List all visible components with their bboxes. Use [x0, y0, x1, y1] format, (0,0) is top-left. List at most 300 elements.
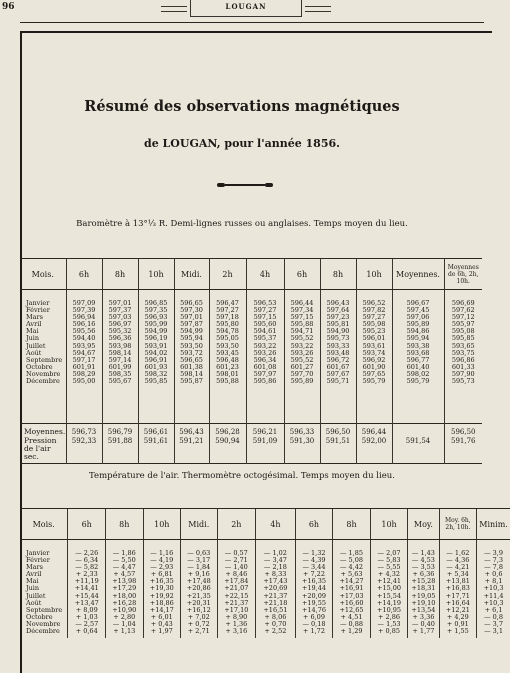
table-cell: + 0,91: [446, 619, 469, 628]
table-cell: — 1,16: [150, 549, 174, 557]
table-cell: 595,85: [144, 377, 168, 386]
table-cell: Juin: [26, 584, 40, 593]
table-cell: — 4,47: [112, 563, 136, 572]
table-cell: 593,48: [326, 348, 350, 357]
summary-cell: 596,33 591,30: [284, 424, 320, 464]
table-cell: 597,45: [406, 306, 430, 315]
table-cell: 595,52: [290, 334, 314, 343]
table-cell: — 2,71: [224, 556, 248, 565]
table-cell: + 1,97: [150, 627, 173, 636]
table-cell: 594,99: [144, 327, 168, 336]
table-cell: — 1,62: [446, 549, 470, 557]
table-cell: +16,51: [263, 605, 288, 614]
page-subtitle: de LOUGAN, pour l'année 1856.: [144, 137, 340, 150]
table-cell: + 8,1: [484, 577, 503, 586]
table-cell: 598,02: [406, 369, 430, 378]
table-cell: 597,09: [72, 299, 96, 307]
table-cell: +14,27: [339, 577, 364, 586]
table-cell: 597,01: [108, 299, 132, 307]
table-cell: +20,31: [186, 598, 211, 607]
col-header: 10h: [370, 509, 408, 540]
table-cell: +22,15: [224, 591, 249, 600]
table-cell: +15,28: [411, 577, 436, 586]
table-cell: 595,37: [253, 334, 277, 343]
data-column: [209, 290, 246, 424]
table-cell: — 2,26: [75, 549, 99, 557]
table-cell: — 5,50: [112, 556, 136, 565]
table-cell: +19,30: [149, 584, 174, 593]
table-cell: — 3,44: [302, 563, 326, 572]
table-cell: 594,90: [326, 327, 350, 336]
table-cell: 596,65: [180, 355, 203, 364]
table-cell: +16,64: [445, 598, 470, 607]
table-cell: + 6,1: [484, 605, 503, 614]
table-cell: 593,72: [180, 348, 203, 357]
table-cell: — 1,85: [339, 549, 364, 557]
table-cell: Janvier: [26, 299, 50, 307]
table-cell: — 1,40: [224, 563, 248, 572]
table-cell: — 2,57: [75, 619, 99, 628]
table-cell: +16,83: [445, 584, 470, 593]
table-cell: 597,03: [108, 313, 132, 322]
summary-cell: 596,50 591,76: [444, 424, 482, 464]
table-cell: — 4,39: [302, 556, 326, 565]
table-cell: 594,67: [72, 348, 96, 357]
table-cell: 595,80: [216, 320, 239, 329]
col-header: Midi.: [181, 509, 217, 540]
table-cell: 597,39: [72, 306, 96, 315]
table-cell: 596,16: [72, 320, 96, 329]
data-column: [320, 290, 356, 424]
table-cell: +10,3: [483, 584, 504, 593]
summary-cell: 596,44 592,00: [356, 424, 392, 464]
col-header: 10h: [356, 259, 392, 290]
col-header: Moy. 6h, 2h, 10h.: [439, 509, 477, 540]
table-cell: Mars: [26, 563, 43, 572]
table-cell: — 1,32: [302, 549, 326, 557]
data-column: [66, 290, 102, 424]
table-cell: 596,43: [326, 299, 350, 307]
table-cell: 601,90: [362, 362, 386, 371]
table-cell: +21,18: [263, 598, 288, 607]
table-cell: +14,76: [301, 605, 326, 614]
table-cell: 597,17: [72, 355, 96, 364]
table-cell: 594,86: [406, 327, 430, 336]
table-cell: +19,10: [411, 598, 436, 607]
table-cell: +19,05: [411, 591, 436, 600]
table-cell: 595,81: [326, 320, 350, 329]
table-cell: + 4,32: [378, 570, 401, 579]
col-header: 2h: [217, 509, 256, 540]
table-cell: 597,06: [406, 313, 430, 322]
table-cell: — 1,86: [112, 549, 136, 557]
table-cell: — 0,88: [339, 619, 364, 628]
table-cell: — 2,93: [150, 563, 174, 572]
table-cell: 601,93: [144, 362, 168, 371]
table-cell: 595,73: [326, 334, 350, 343]
table-cell: + 2,80: [113, 612, 136, 621]
table-cell: 596,48: [216, 355, 239, 364]
table-cell: — 4,21: [446, 563, 470, 572]
col-header: Moyennes de 6h, 2h, 10h.: [444, 259, 482, 290]
table-cell: 594,40: [72, 334, 96, 343]
table-cell: +18,86: [149, 598, 174, 607]
table-cell: +16,35: [149, 577, 174, 586]
table-cell: 595,79: [406, 377, 430, 386]
table-cell: 595,99: [144, 320, 168, 329]
table-cell: — 2,07: [377, 549, 401, 557]
table-cell: +21,07: [224, 584, 249, 593]
table-cell: 597,34: [290, 306, 314, 315]
table-cell: Novembre: [26, 619, 61, 628]
table-cell: +11,4: [483, 591, 504, 600]
table-cell: 593,26: [290, 348, 314, 357]
table-cell: +14,17: [149, 605, 174, 614]
table-cell: +12,65: [339, 605, 364, 614]
table-cell: 596,53: [253, 299, 277, 307]
data-column: [138, 290, 174, 424]
table-cell: 594,61: [253, 327, 277, 336]
table-cell: + 1,77: [412, 627, 435, 636]
table-cell: + 2,33: [75, 570, 98, 579]
table-cell: — 5,55: [377, 563, 401, 572]
table-cell: — 1,02: [263, 549, 287, 557]
table-cell: 601,99: [108, 362, 132, 371]
table-cell: Juillet: [26, 341, 46, 350]
data-column: [444, 290, 482, 424]
table-cell: + 1,03: [75, 612, 98, 621]
table-cell: 595,94: [180, 334, 203, 343]
table-cell: 595,08: [451, 327, 475, 336]
data-column: [68, 540, 106, 639]
table-cell: Avril: [26, 320, 42, 329]
table-cell: + 0,72: [187, 619, 210, 628]
summary-labels: [20, 424, 66, 464]
table-cell: 594,78: [216, 327, 239, 336]
table-cell: 597,82: [362, 306, 386, 315]
table-cell: 596,86: [451, 355, 475, 364]
table-cell: +17,03: [339, 591, 364, 600]
table-cell: +13,54: [411, 605, 436, 614]
table-cell: 597,87: [180, 320, 203, 329]
table-cell: 597,35: [144, 306, 168, 315]
table-cell: — 0,57: [224, 549, 248, 557]
table-cell: Février: [26, 306, 50, 315]
month-column: [20, 290, 66, 424]
col-header: 8h: [333, 509, 371, 540]
data-column: [356, 290, 392, 424]
table-cell: 595,85: [451, 334, 475, 343]
table-cell: 596,47: [216, 299, 239, 307]
table-cell: + 3,36: [412, 612, 435, 621]
table1-caption: Baromètre à 13°⅓ R. Demi-lignes russes ou anglaises. Temps moyen du lieu.: [76, 219, 408, 229]
table-cell: — 5,82: [75, 563, 99, 572]
table-cell: 593,75: [451, 348, 475, 357]
table-cell: +12,41: [377, 577, 402, 586]
table-cell: 593,22: [290, 341, 314, 350]
table-cell: Août: [26, 348, 42, 357]
table-cell: +16,35: [301, 577, 326, 586]
table-cell: 594,99: [180, 327, 203, 336]
table-cell: 593,22: [253, 341, 277, 350]
data-column: [439, 540, 477, 639]
table-cell: 594,02: [144, 348, 168, 357]
table-cell: 593,74: [362, 348, 386, 357]
running-head: LOUGAN: [190, 0, 302, 17]
table-cell: 595,71: [326, 377, 350, 386]
table-cell: 593,65: [451, 341, 475, 350]
table-cell: 596,34: [253, 355, 277, 364]
table-cell: +21,37: [263, 591, 288, 600]
col-header: 4h: [246, 259, 284, 290]
table-cell: Novembre: [26, 369, 61, 378]
table-cell: Mars: [26, 313, 43, 322]
table-cell: 597,27: [362, 313, 386, 322]
table-cell: 596,91: [144, 355, 168, 364]
table-cell: 595,79: [362, 377, 386, 386]
table-cell: 595,88: [290, 320, 314, 329]
col-header: 4h: [256, 509, 296, 540]
table-cell: +16,60: [339, 598, 364, 607]
table-cell: 597,90: [451, 369, 475, 378]
table-cell: 596,65: [180, 299, 203, 307]
table-cell: 596,92: [362, 355, 386, 364]
data-column: [256, 540, 296, 639]
table-cell: — 0,8: [484, 612, 503, 621]
table-cell: + 7,22: [302, 570, 325, 579]
table-cell: + 2,86: [378, 612, 401, 621]
table-cell: + 1,29: [340, 627, 363, 636]
col-header: Minim.: [477, 509, 510, 540]
data-column: [143, 540, 181, 639]
table-cell: Février: [26, 556, 50, 565]
table-cell: — 3,47: [263, 556, 287, 565]
table-cell: — 7,3: [484, 556, 503, 565]
table-cell: — 6,34: [75, 556, 99, 565]
table-cell: +14,19: [377, 598, 402, 607]
table-cell: +20,86: [186, 584, 211, 593]
col-header: 8h: [102, 259, 138, 290]
table-cell: — 0,63: [187, 549, 211, 557]
table-cell: 593,50: [180, 341, 203, 350]
table-cell: 595,86: [253, 377, 277, 386]
table-cell: 597,70: [290, 369, 314, 378]
col-header: 6h: [295, 509, 333, 540]
table-cell: — 4,36: [446, 556, 470, 565]
table-cell: Septembre: [26, 355, 63, 364]
table-cell: 596,93: [144, 313, 168, 322]
data-column: [477, 540, 510, 639]
col-header: 8h: [105, 509, 143, 540]
table-cell: + 8,06: [264, 612, 287, 621]
summary-cell: 596,50 591,51: [320, 424, 356, 464]
table-cell: 597,67: [326, 369, 350, 378]
table2-caption: Température de l'air. Thermomètre octogésimal. Temps moyen du lieu.: [89, 471, 395, 481]
table-cell: + 9,16: [187, 570, 210, 579]
col-header: Moyennes.: [392, 259, 444, 290]
table-cell: + 3,16: [225, 627, 248, 636]
table-cell: +19,92: [149, 591, 174, 600]
table-cell: Janvier: [26, 549, 50, 557]
table-cell: +13,81: [445, 577, 470, 586]
table-cell: 595,89: [290, 377, 314, 386]
table-cell: — 3,53: [411, 563, 435, 572]
table-cell: 593,68: [406, 348, 430, 357]
table-cell: + 0,70: [264, 619, 287, 628]
table-cell: 601,91: [72, 362, 96, 371]
table-cell: + 1,55: [446, 627, 469, 636]
table-cell: +17,84: [224, 577, 249, 586]
col-header: 10h: [138, 259, 174, 290]
table-cell: + 2,71: [187, 627, 210, 636]
table-cell: — 3,7: [484, 619, 503, 628]
table-cell: + 6,01: [150, 612, 173, 621]
summary-cell: 596,43 591,21: [174, 424, 209, 464]
table-cell: +14,41: [74, 584, 99, 593]
table-cell: +17,71: [445, 591, 470, 600]
table-cell: 595,52: [290, 355, 314, 364]
summary-cell: 596,21 591,09: [246, 424, 284, 464]
table-cell: +20,69: [263, 584, 288, 593]
data-column: [408, 540, 439, 639]
table-cell: 596,44: [290, 299, 314, 307]
summary-cell: 596,28 590,94: [209, 424, 246, 464]
table-cell: 598,01: [216, 369, 239, 378]
table-cell: +17,48: [186, 577, 211, 586]
table-cell: 593,38: [406, 341, 430, 350]
table-cell: 601,08: [253, 362, 277, 371]
data-column: [392, 290, 444, 424]
table-cell: 595,97: [451, 320, 475, 329]
table-cell: 601,33: [451, 362, 475, 371]
table-cell: 601,67: [326, 362, 350, 371]
table-cell: 593,95: [72, 341, 96, 350]
table-cell: 597,62: [451, 306, 475, 315]
table-cell: 597,27: [253, 306, 277, 315]
table-cell: +15,00: [377, 584, 402, 593]
table-cell: 601,27: [290, 362, 314, 371]
table-cell: Décembre: [26, 377, 60, 386]
table-cell: 598,29: [72, 369, 96, 378]
table-cell: 598,14: [180, 369, 203, 378]
table-cell: — 5,08: [339, 556, 364, 565]
table-cell: +12,21: [445, 605, 470, 614]
table-cell: Octobre: [26, 612, 53, 621]
table-cell: + 8,46: [225, 570, 248, 579]
table-cell: 597,23: [326, 313, 350, 322]
table-cell: — 4,42: [339, 563, 364, 572]
table-cell: 593,50: [216, 341, 239, 350]
table-cell: + 0,85: [378, 627, 401, 636]
table-cell: +18,00: [112, 591, 137, 600]
table-cell: — 5,83: [377, 556, 401, 565]
summary-cell: 596,73 592,33: [66, 424, 102, 464]
table-cell: — 1,53: [377, 619, 401, 628]
table-cell: Mai: [26, 327, 39, 336]
table-cell: 598,14: [108, 348, 132, 357]
data-column: [105, 540, 143, 639]
table-cell: +15,44: [74, 591, 99, 600]
table-cell: 601,40: [406, 362, 430, 371]
table-cell: +17,10: [224, 605, 249, 614]
table-cell: Septembre: [26, 605, 63, 614]
data-column: [333, 540, 371, 639]
table-cell: + 8,09: [75, 605, 98, 614]
table-cell: Avril: [26, 570, 42, 579]
col-header: Moy.: [408, 509, 439, 540]
col-header: 2h: [209, 259, 246, 290]
summary-cell: 591,54: [392, 424, 444, 464]
data-column: [295, 540, 333, 639]
table-cell: +16,28: [112, 598, 137, 607]
month-column: [20, 540, 68, 639]
table-cell: — 0,18: [302, 619, 326, 628]
table-cell: 595,94: [406, 334, 430, 343]
table-cell: + 6,36: [412, 570, 435, 579]
table-cell: 596,94: [72, 313, 96, 322]
col-header: 6h: [68, 509, 106, 540]
table-cell: 597,27: [216, 306, 239, 315]
table-cell: 595,87: [180, 377, 203, 386]
table-cell: 598,35: [108, 369, 132, 378]
table-cell: +19,44: [301, 584, 326, 593]
table-cell: 593,61: [362, 341, 386, 350]
table-cell: 597,64: [326, 306, 350, 315]
table-cell: — 3,1: [484, 627, 503, 636]
table-cell: — 1,04: [112, 619, 136, 628]
table-cell: + 4,57: [113, 570, 136, 579]
data-column: [217, 540, 256, 639]
table-cell: 595,56: [72, 327, 96, 336]
table-cell: + 6,81: [150, 570, 173, 579]
table-cell: 596,77: [406, 355, 430, 364]
table-cell: 596,72: [326, 355, 350, 364]
col-header: 8h: [320, 259, 356, 290]
table-cell: — 1,43: [411, 549, 435, 557]
header-rule: [20, 22, 484, 23]
col-header: 6h: [284, 259, 320, 290]
table-cell: 595,23: [362, 327, 386, 336]
table-cell: + 8,90: [225, 612, 248, 621]
data-column: [284, 290, 320, 424]
table-cell: 593,45: [216, 348, 239, 357]
table-cell: 601,38: [180, 362, 203, 371]
table-cell: Mai: [26, 577, 39, 586]
table-cell: 595,89: [406, 320, 430, 329]
table-cell: — 4,19: [150, 556, 174, 565]
table-cell: 597,15: [253, 313, 277, 322]
col-header: Mois.: [20, 509, 68, 540]
col-header: Mois.: [20, 259, 66, 290]
table-cell: + 1,36: [225, 619, 248, 628]
table-cell: — 7,8: [484, 563, 503, 572]
table-cell: — 3,17: [187, 556, 211, 565]
table-cell: +20,09: [301, 591, 326, 600]
table-cell: +10,90: [112, 605, 137, 614]
table-cell: — 3,9: [484, 549, 503, 557]
table-cell: 595,00: [72, 377, 96, 386]
table-cell: +21,35: [186, 591, 211, 600]
table-cell: + 5,63: [340, 570, 363, 579]
table-cell: 598,32: [144, 369, 168, 378]
table-cell: + 4,29: [446, 612, 469, 621]
table-cell: Août: [26, 598, 42, 607]
table-cell: — 4,53: [411, 556, 435, 565]
temperature-table: [20, 508, 510, 638]
table-cell: +17,43: [263, 577, 288, 586]
table-cell: Octobre: [26, 362, 53, 371]
table-cell: 595,88: [216, 377, 239, 386]
